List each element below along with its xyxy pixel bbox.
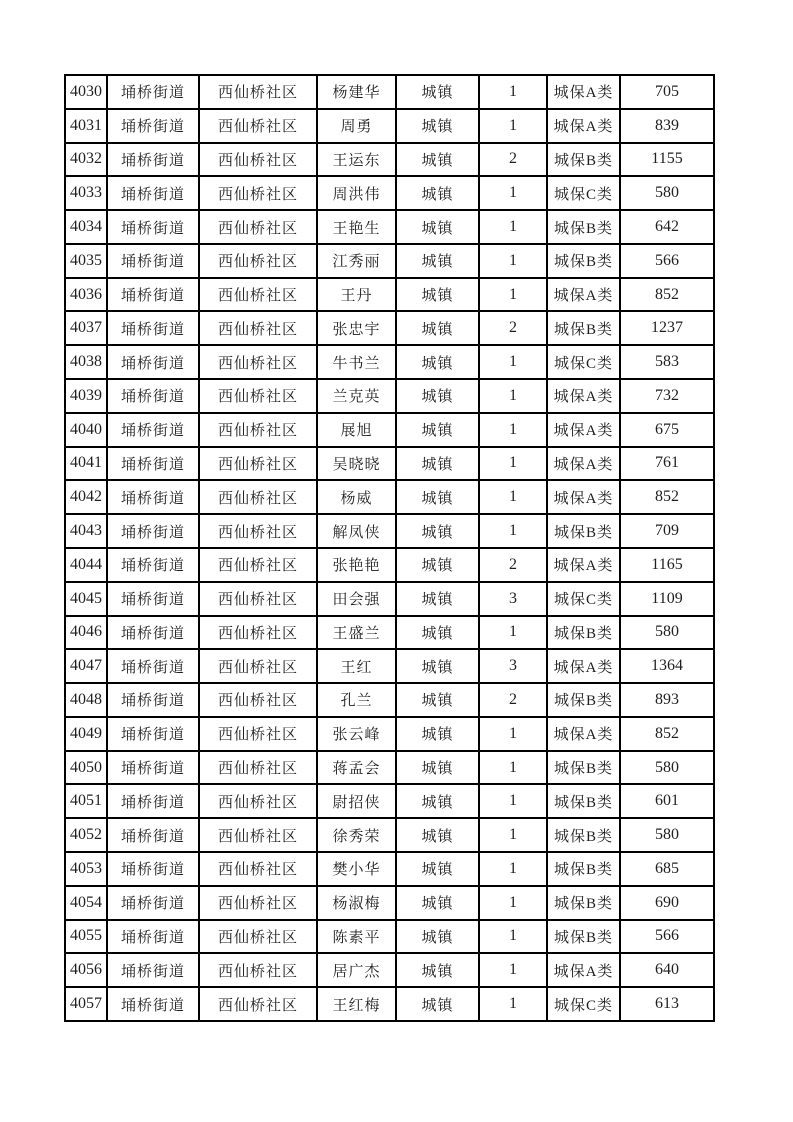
table-cell: 西仙桥社区 — [199, 75, 317, 109]
table-cell: 埇桥街道 — [107, 143, 199, 177]
table-cell: 埇桥街道 — [107, 447, 199, 481]
table-cell: 埇桥街道 — [107, 548, 199, 582]
table-cell: 埇桥街道 — [107, 987, 199, 1021]
table-cell: 西仙桥社区 — [199, 176, 317, 210]
table-cell: 2 — [479, 311, 547, 345]
table-cell: 城镇 — [396, 143, 479, 177]
table-cell: 西仙桥社区 — [199, 818, 317, 852]
table-cell: 西仙桥社区 — [199, 784, 317, 818]
table-cell: 埇桥街道 — [107, 210, 199, 244]
table-cell: 城镇 — [396, 75, 479, 109]
table-cell: 城保A类 — [547, 717, 620, 751]
table-cell: 4039 — [65, 379, 107, 413]
table-cell: 1 — [479, 176, 547, 210]
table-row — [65, 480, 714, 514]
table-row — [65, 751, 714, 785]
table-cell: 城保B类 — [547, 616, 620, 650]
table-row — [65, 210, 714, 244]
table-cell: 埇桥街道 — [107, 311, 199, 345]
table-cell: 1 — [479, 784, 547, 818]
table-cell: 1364 — [620, 649, 714, 683]
table-cell: 1 — [479, 717, 547, 751]
table-cell: 城镇 — [396, 751, 479, 785]
table-cell: 580 — [620, 176, 714, 210]
table-cell: 852 — [620, 278, 714, 312]
table-cell: 居广杰 — [317, 953, 396, 987]
table-cell: 城保B类 — [547, 818, 620, 852]
table-cell: 西仙桥社区 — [199, 143, 317, 177]
table-cell: 展旭 — [317, 413, 396, 447]
table-cell: 732 — [620, 379, 714, 413]
table-cell: 566 — [620, 244, 714, 278]
table-cell: 1 — [479, 920, 547, 954]
table-cell: 周勇 — [317, 109, 396, 143]
table-cell: 埇桥街道 — [107, 413, 199, 447]
table-cell: 2 — [479, 683, 547, 717]
table-cell: 西仙桥社区 — [199, 447, 317, 481]
table-cell: 埇桥街道 — [107, 784, 199, 818]
table-cell: 1 — [479, 244, 547, 278]
table-cell: 西仙桥社区 — [199, 379, 317, 413]
beneficiary-table — [64, 74, 715, 1022]
table-cell: 埇桥街道 — [107, 278, 199, 312]
table-row — [65, 311, 714, 345]
table-cell: 4037 — [65, 311, 107, 345]
table-cell: 樊小华 — [317, 852, 396, 886]
table-cell: 4057 — [65, 987, 107, 1021]
table-cell: 839 — [620, 109, 714, 143]
table-cell: 690 — [620, 886, 714, 920]
table-cell: 城保A类 — [547, 649, 620, 683]
table-cell: 城保A类 — [547, 548, 620, 582]
table-cell: 城保A类 — [547, 379, 620, 413]
table-row — [65, 784, 714, 818]
table-cell: 4047 — [65, 649, 107, 683]
table-cell: 4046 — [65, 616, 107, 650]
table-cell: 城保C类 — [547, 176, 620, 210]
table-cell: 3 — [479, 582, 547, 616]
table-cell: 埇桥街道 — [107, 649, 199, 683]
table-cell: 城镇 — [396, 582, 479, 616]
table-row — [65, 582, 714, 616]
table-cell: 西仙桥社区 — [199, 278, 317, 312]
table-cell: 城保B类 — [547, 244, 620, 278]
table-cell: 埇桥街道 — [107, 480, 199, 514]
table-cell: 城保A类 — [547, 278, 620, 312]
table-row — [65, 548, 714, 582]
table-cell: 城镇 — [396, 548, 479, 582]
table-cell: 城镇 — [396, 818, 479, 852]
table-row — [65, 345, 714, 379]
table-cell: 城镇 — [396, 683, 479, 717]
table-cell: 城保A类 — [547, 480, 620, 514]
table-row — [65, 75, 714, 109]
table-cell: 解凤侠 — [317, 514, 396, 548]
table-cell: 4054 — [65, 886, 107, 920]
table-cell: 4034 — [65, 210, 107, 244]
table-cell: 1 — [479, 75, 547, 109]
table-cell: 城镇 — [396, 987, 479, 1021]
table-row — [65, 852, 714, 886]
table-cell: 566 — [620, 920, 714, 954]
table-row — [65, 987, 714, 1021]
table-cell: 城镇 — [396, 210, 479, 244]
table-cell: 西仙桥社区 — [199, 109, 317, 143]
table-cell: 田会强 — [317, 582, 396, 616]
table-cell: 城镇 — [396, 514, 479, 548]
table-cell: 城镇 — [396, 379, 479, 413]
table-cell: 西仙桥社区 — [199, 920, 317, 954]
table-row — [65, 244, 714, 278]
table-cell: 601 — [620, 784, 714, 818]
table-cell: 761 — [620, 447, 714, 481]
table-cell: 城保A类 — [547, 953, 620, 987]
table-row — [65, 447, 714, 481]
table-cell: 1165 — [620, 548, 714, 582]
table-cell: 城镇 — [396, 717, 479, 751]
table-cell: 583 — [620, 345, 714, 379]
table-cell: 城保C类 — [547, 345, 620, 379]
table-cell: 城保B类 — [547, 514, 620, 548]
table-cell: 4042 — [65, 480, 107, 514]
table-cell: 4041 — [65, 447, 107, 481]
table-row — [65, 649, 714, 683]
table-cell: 孔兰 — [317, 683, 396, 717]
table-cell: 城保A类 — [547, 109, 620, 143]
table-cell: 王盛兰 — [317, 616, 396, 650]
table-cell: 705 — [620, 75, 714, 109]
table-cell: 城保B类 — [547, 143, 620, 177]
table-cell: 城保B类 — [547, 784, 620, 818]
table-cell: 埇桥街道 — [107, 920, 199, 954]
table-cell: 1 — [479, 278, 547, 312]
table-cell: 613 — [620, 987, 714, 1021]
table-cell: 893 — [620, 683, 714, 717]
table-row — [65, 818, 714, 852]
table-cell: 西仙桥社区 — [199, 987, 317, 1021]
table-cell: 西仙桥社区 — [199, 649, 317, 683]
table-cell: 埇桥街道 — [107, 751, 199, 785]
table-row — [65, 683, 714, 717]
table-cell: 城保C类 — [547, 987, 620, 1021]
table-cell: 埇桥街道 — [107, 717, 199, 751]
table-cell: 西仙桥社区 — [199, 886, 317, 920]
table-cell: 江秀丽 — [317, 244, 396, 278]
table-cell: 580 — [620, 616, 714, 650]
table-cell: 埇桥街道 — [107, 616, 199, 650]
table-cell: 埇桥街道 — [107, 514, 199, 548]
table-cell: 埇桥街道 — [107, 886, 199, 920]
table-cell: 城镇 — [396, 244, 479, 278]
table-cell: 709 — [620, 514, 714, 548]
table-cell: 城保B类 — [547, 886, 620, 920]
table-cell: 4038 — [65, 345, 107, 379]
table-cell: 西仙桥社区 — [199, 717, 317, 751]
table-cell: 尉招侠 — [317, 784, 396, 818]
table-cell: 埇桥街道 — [107, 244, 199, 278]
table-cell: 埇桥街道 — [107, 683, 199, 717]
table-cell: 埇桥街道 — [107, 379, 199, 413]
table-cell: 王红梅 — [317, 987, 396, 1021]
table-cell: 城镇 — [396, 852, 479, 886]
table-cell: 1237 — [620, 311, 714, 345]
table-cell: 城镇 — [396, 920, 479, 954]
table-cell: 西仙桥社区 — [199, 953, 317, 987]
table-row — [65, 886, 714, 920]
table-cell: 1 — [479, 751, 547, 785]
table-cell: 城保A类 — [547, 75, 620, 109]
table-cell: 4044 — [65, 548, 107, 582]
table-cell: 3 — [479, 649, 547, 683]
table-cell: 1 — [479, 953, 547, 987]
table-cell: 城保B类 — [547, 852, 620, 886]
table-cell: 王艳生 — [317, 210, 396, 244]
table-cell: 4055 — [65, 920, 107, 954]
table-cell: 4050 — [65, 751, 107, 785]
table-cell: 4032 — [65, 143, 107, 177]
table-cell: 4052 — [65, 818, 107, 852]
table-cell: 城镇 — [396, 480, 479, 514]
table-row — [65, 379, 714, 413]
table-cell: 城保A类 — [547, 413, 620, 447]
table-cell: 杨淑梅 — [317, 886, 396, 920]
table-cell: 1 — [479, 447, 547, 481]
table-cell: 城保B类 — [547, 751, 620, 785]
table-cell: 埇桥街道 — [107, 582, 199, 616]
table-cell: 4031 — [65, 109, 107, 143]
table-cell: 埇桥街道 — [107, 818, 199, 852]
table-cell: 西仙桥社区 — [199, 210, 317, 244]
table-cell: 4043 — [65, 514, 107, 548]
table-cell: 城镇 — [396, 886, 479, 920]
table-cell: 埇桥街道 — [107, 75, 199, 109]
table-cell: 2 — [479, 143, 547, 177]
table-cell: 张艳艳 — [317, 548, 396, 582]
table-cell: 685 — [620, 852, 714, 886]
table-cell: 西仙桥社区 — [199, 311, 317, 345]
table-cell: 4051 — [65, 784, 107, 818]
table-cell: 牛书兰 — [317, 345, 396, 379]
table-cell: 张云峰 — [317, 717, 396, 751]
table-row — [65, 413, 714, 447]
table-cell: 张忠宇 — [317, 311, 396, 345]
table-cell: 西仙桥社区 — [199, 413, 317, 447]
table-cell: 城镇 — [396, 953, 479, 987]
table-cell: 西仙桥社区 — [199, 616, 317, 650]
table-cell: 4040 — [65, 413, 107, 447]
table-cell: 陈素平 — [317, 920, 396, 954]
table-row — [65, 953, 714, 987]
table-cell: 1 — [479, 480, 547, 514]
table-cell: 王丹 — [317, 278, 396, 312]
table-cell: 640 — [620, 953, 714, 987]
table-cell: 杨建华 — [317, 75, 396, 109]
table-cell: 4049 — [65, 717, 107, 751]
table-cell: 王红 — [317, 649, 396, 683]
table-cell: 徐秀荣 — [317, 818, 396, 852]
table-cell: 城镇 — [396, 784, 479, 818]
table-cell: 西仙桥社区 — [199, 582, 317, 616]
table-cell: 城镇 — [396, 345, 479, 379]
table-cell: 675 — [620, 413, 714, 447]
table-cell: 蒋孟会 — [317, 751, 396, 785]
table-cell: 4045 — [65, 582, 107, 616]
table-cell: 1 — [479, 987, 547, 1021]
table-row — [65, 920, 714, 954]
table-cell: 西仙桥社区 — [199, 345, 317, 379]
table-cell: 852 — [620, 480, 714, 514]
table-cell: 埇桥街道 — [107, 345, 199, 379]
table-row — [65, 176, 714, 210]
table-cell: 1 — [479, 852, 547, 886]
table-cell: 1 — [479, 886, 547, 920]
table-cell: 4048 — [65, 683, 107, 717]
table-cell: 4036 — [65, 278, 107, 312]
table-cell: 吴晓晓 — [317, 447, 396, 481]
table-row — [65, 616, 714, 650]
table-cell: 城镇 — [396, 311, 479, 345]
table-row — [65, 143, 714, 177]
table-row — [65, 278, 714, 312]
table-cell: 4035 — [65, 244, 107, 278]
table-cell: 埇桥街道 — [107, 852, 199, 886]
table-cell: 西仙桥社区 — [199, 683, 317, 717]
table-row — [65, 514, 714, 548]
table-row — [65, 717, 714, 751]
table-cell: 城镇 — [396, 413, 479, 447]
table-cell: 城镇 — [396, 649, 479, 683]
table-cell: 城保B类 — [547, 311, 620, 345]
table-cell: 1 — [479, 818, 547, 852]
table-cell: 1 — [479, 210, 547, 244]
table-cell: 852 — [620, 717, 714, 751]
table-cell: 城镇 — [396, 176, 479, 210]
table-cell: 城保A类 — [547, 447, 620, 481]
table-cell: 4056 — [65, 953, 107, 987]
table-body — [65, 75, 714, 1021]
table-cell: 1 — [479, 514, 547, 548]
table-cell: 杨威 — [317, 480, 396, 514]
table-cell: 642 — [620, 210, 714, 244]
table-cell: 4030 — [65, 75, 107, 109]
table-cell: 1 — [479, 413, 547, 447]
table-cell: 1109 — [620, 582, 714, 616]
table-cell: 王运东 — [317, 143, 396, 177]
table-cell: 西仙桥社区 — [199, 852, 317, 886]
table-cell: 兰克英 — [317, 379, 396, 413]
table-cell: 西仙桥社区 — [199, 514, 317, 548]
table-cell: 西仙桥社区 — [199, 751, 317, 785]
table-cell: 西仙桥社区 — [199, 480, 317, 514]
table-cell: 580 — [620, 751, 714, 785]
table-cell: 1 — [479, 345, 547, 379]
table-cell: 西仙桥社区 — [199, 548, 317, 582]
table-cell: 西仙桥社区 — [199, 244, 317, 278]
table-cell: 埇桥街道 — [107, 953, 199, 987]
table-cell: 城保C类 — [547, 582, 620, 616]
table-cell: 4033 — [65, 176, 107, 210]
table-cell: 周洪伟 — [317, 176, 396, 210]
table-cell: 1 — [479, 379, 547, 413]
table-cell: 埇桥街道 — [107, 109, 199, 143]
table-cell: 城镇 — [396, 447, 479, 481]
table-cell: 1155 — [620, 143, 714, 177]
table-cell: 城镇 — [396, 278, 479, 312]
table-cell: 城保B类 — [547, 920, 620, 954]
table-cell: 580 — [620, 818, 714, 852]
table-cell: 城保B类 — [547, 683, 620, 717]
table-cell: 城镇 — [396, 616, 479, 650]
table-cell: 1 — [479, 109, 547, 143]
table-cell: 2 — [479, 548, 547, 582]
table-row — [65, 109, 714, 143]
table-cell: 城保B类 — [547, 210, 620, 244]
table-cell: 城镇 — [396, 109, 479, 143]
table-cell: 1 — [479, 616, 547, 650]
table-cell: 4053 — [65, 852, 107, 886]
table-cell: 埇桥街道 — [107, 176, 199, 210]
